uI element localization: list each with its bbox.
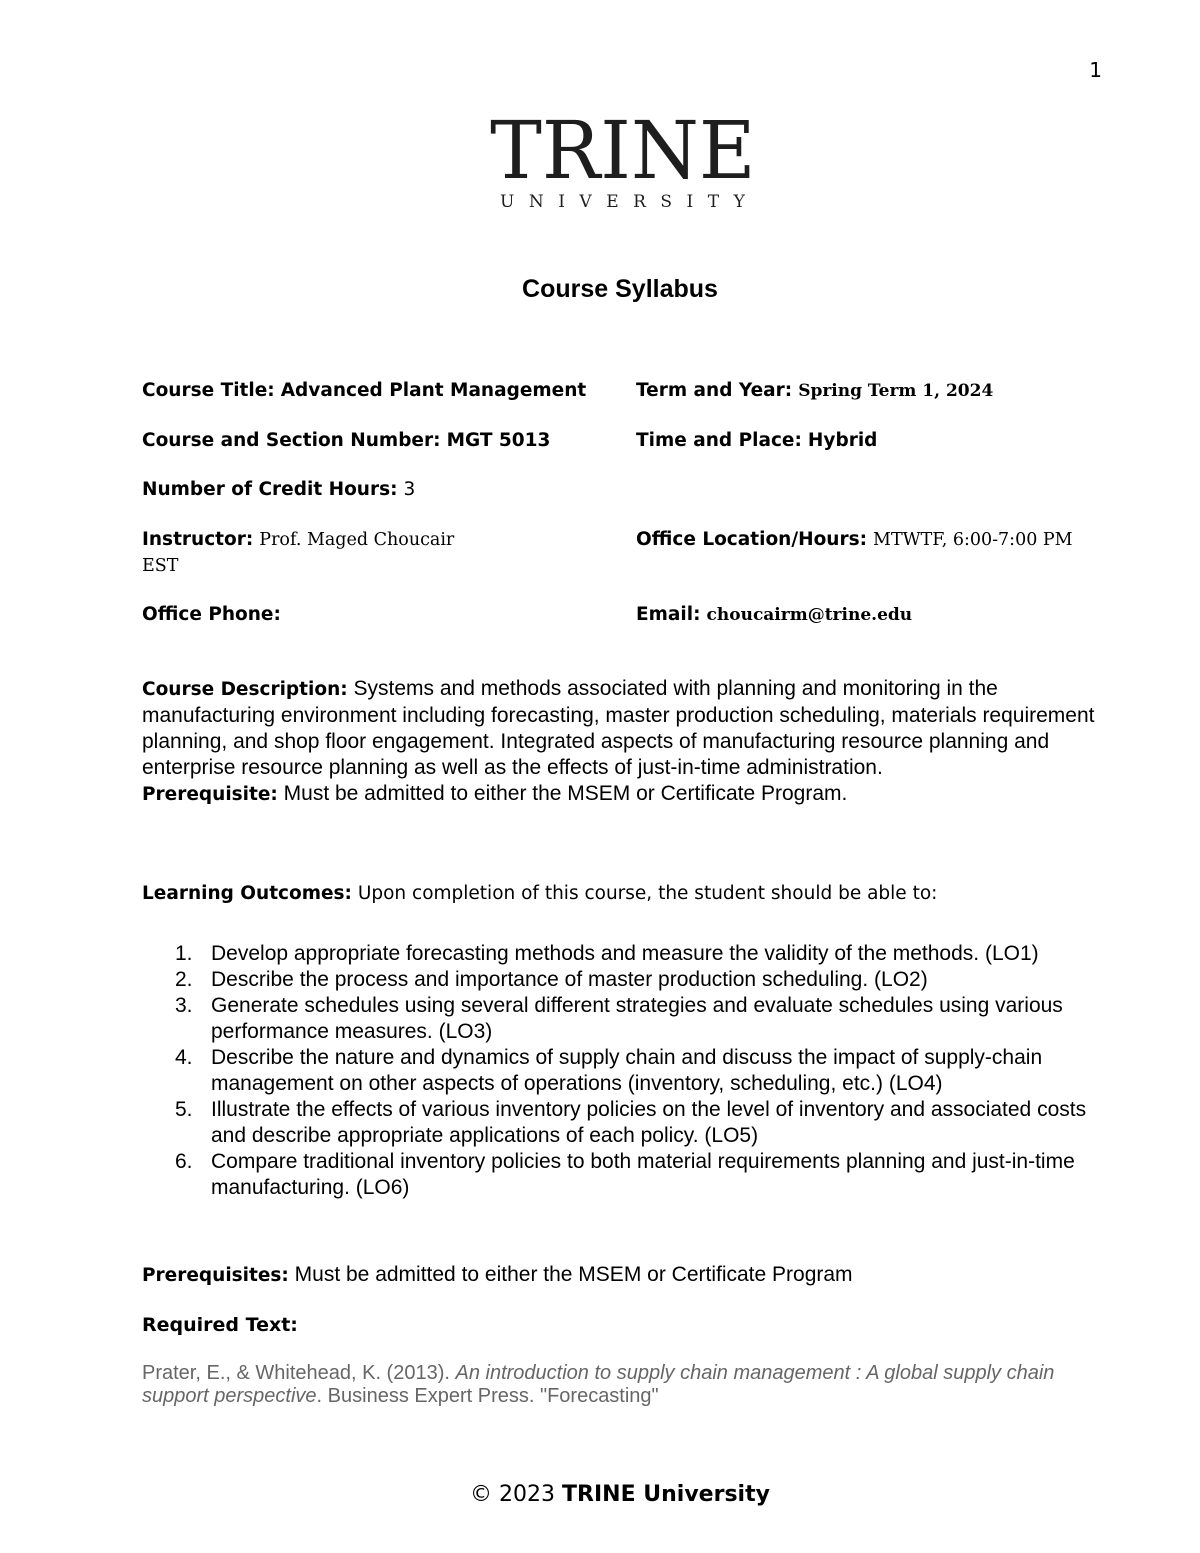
citation-publisher: . Business Expert Press. "Forecasting"	[316, 1385, 659, 1407]
list-item-number: 2.	[175, 968, 193, 991]
prerequisites-section	[142, 1262, 1102, 1289]
info-row-section	[142, 428, 1102, 478]
email-field	[636, 602, 1106, 628]
email-label: Email:	[636, 603, 701, 625]
required-text-heading	[142, 1312, 1102, 1338]
office-hours-field	[636, 527, 1106, 553]
list-item	[142, 993, 1102, 1045]
course-info-grid	[142, 378, 1102, 651]
section-number-field	[142, 428, 612, 453]
course-description-text: Systems and methods associated with planning and monitoring in the manufacturing environment including forecasting, master production scheduling, materials requirement planning, and shop floor engagement. Integrated aspects of manufacturing resource planning and enterprise resource planning as well as the effects of just-in-time administration.	[142, 677, 1095, 779]
term-year-field	[636, 378, 1106, 404]
info-row-credits	[142, 477, 1102, 527]
course-title-field	[142, 378, 612, 403]
office-hours-value: MTWTF, 6:00-7:00 PM	[873, 529, 1073, 550]
list-item	[142, 1045, 1102, 1097]
email-value: choucairm@trine.edu	[706, 604, 913, 625]
list-item-number: 3.	[175, 994, 193, 1017]
office-phone-label: Office Phone:	[142, 603, 281, 625]
office-phone-field	[142, 602, 612, 627]
list-item	[142, 941, 1102, 967]
course-description-label: Course Description:	[142, 679, 348, 700]
prerequisites-label: Prerequisites:	[142, 1265, 289, 1286]
logo-wordmark: TRINE	[490, 104, 756, 197]
list-item-text: Generate schedules using several different strategies and evaluate schedules using various performance measures. (LO3)	[211, 994, 1063, 1043]
instructor-field	[142, 527, 612, 579]
term-year-label: Term and Year:	[636, 380, 793, 401]
course-title-value: Advanced Plant Management	[280, 380, 587, 401]
prerequisite-label: Prerequisite:	[142, 784, 278, 805]
instructor-timezone: EST	[142, 555, 179, 576]
prerequisite-text: Must be admitted to either the MSEM or Certificate Program.	[283, 782, 848, 805]
instructor-label: Instructor:	[142, 528, 254, 550]
time-place-field	[636, 428, 1106, 453]
office-hours-label: Office Location/Hours:	[636, 528, 867, 550]
course-description	[142, 676, 1102, 808]
list-item-number: 6.	[175, 1150, 193, 1173]
university-logo	[486, 104, 760, 212]
credit-hours-label: Number of Credit Hours:	[142, 479, 398, 500]
instructor-value: Prof. Maged Choucair	[259, 529, 455, 550]
footer-brand: TRINE University	[562, 1482, 770, 1507]
list-item-number: 5.	[175, 1098, 193, 1121]
list-item-text: Describe the nature and dynamics of supply chain and discuss the impact of supply-chain management on other aspects of operations (inventory, scheduling, etc.) (LO4)	[211, 1046, 1043, 1095]
list-item-number: 1.	[175, 942, 193, 965]
credit-hours-field	[142, 477, 612, 502]
list-item	[142, 1097, 1102, 1149]
footer-copyright: © 2023	[470, 1482, 556, 1507]
term-year-value: Spring Term 1, 2024	[798, 381, 994, 401]
learning-outcomes-intro: Upon completion of this course, the student should be able to:	[357, 883, 938, 904]
list-item-number: 4.	[175, 1046, 193, 1069]
citation-authors: Prater, E., & Whitehead, K. (2013).	[142, 1362, 450, 1384]
prerequisites-text: Must be admitted to either the MSEM or Certificate Program	[294, 1263, 853, 1286]
section-number-value: MGT 5013	[446, 429, 551, 451]
credit-hours-value: 3	[403, 479, 416, 500]
citation-title: An introduction to supply chain management : A global supply chain support perspective	[142, 1362, 1055, 1407]
list-item-text: Illustrate the effects of various inventory policies on the level of inventory and associated costs and describe appropriate applications of each policy. (LO5)	[211, 1098, 1087, 1147]
time-place-value: Hybrid	[807, 429, 878, 451]
list-item	[142, 1149, 1102, 1201]
page-number: 1	[1089, 58, 1102, 82]
course-title-label: Course Title:	[142, 380, 275, 401]
learning-outcomes-list	[142, 941, 1102, 1201]
textbook-citation	[142, 1362, 1102, 1408]
time-place-label: Time and Place:	[636, 429, 802, 451]
section-number-label: Course and Section Number:	[142, 429, 441, 451]
list-item-text: Compare traditional inventory policies to both material requirements planning and just-in-time manufacturing. (LO6)	[211, 1150, 1075, 1199]
list-item-text: Develop appropriate forecasting methods and measure the validity of the methods. (LO1)	[211, 942, 1039, 965]
learning-outcomes-heading	[142, 880, 1102, 907]
list-item	[142, 967, 1102, 993]
learning-outcomes-label: Learning Outcomes:	[142, 883, 352, 904]
list-item-text: Describe the process and importance of master production scheduling. (LO2)	[211, 968, 928, 991]
page-title: Course Syllabus	[522, 275, 718, 303]
info-row-title	[142, 378, 1102, 428]
logo-subtitle: UNIVERSITY	[500, 192, 760, 212]
info-row-contact	[142, 602, 1102, 652]
required-text-label: Required Text:	[142, 1314, 298, 1336]
info-row-instructor	[142, 527, 1102, 602]
page-footer	[0, 1482, 1200, 1507]
